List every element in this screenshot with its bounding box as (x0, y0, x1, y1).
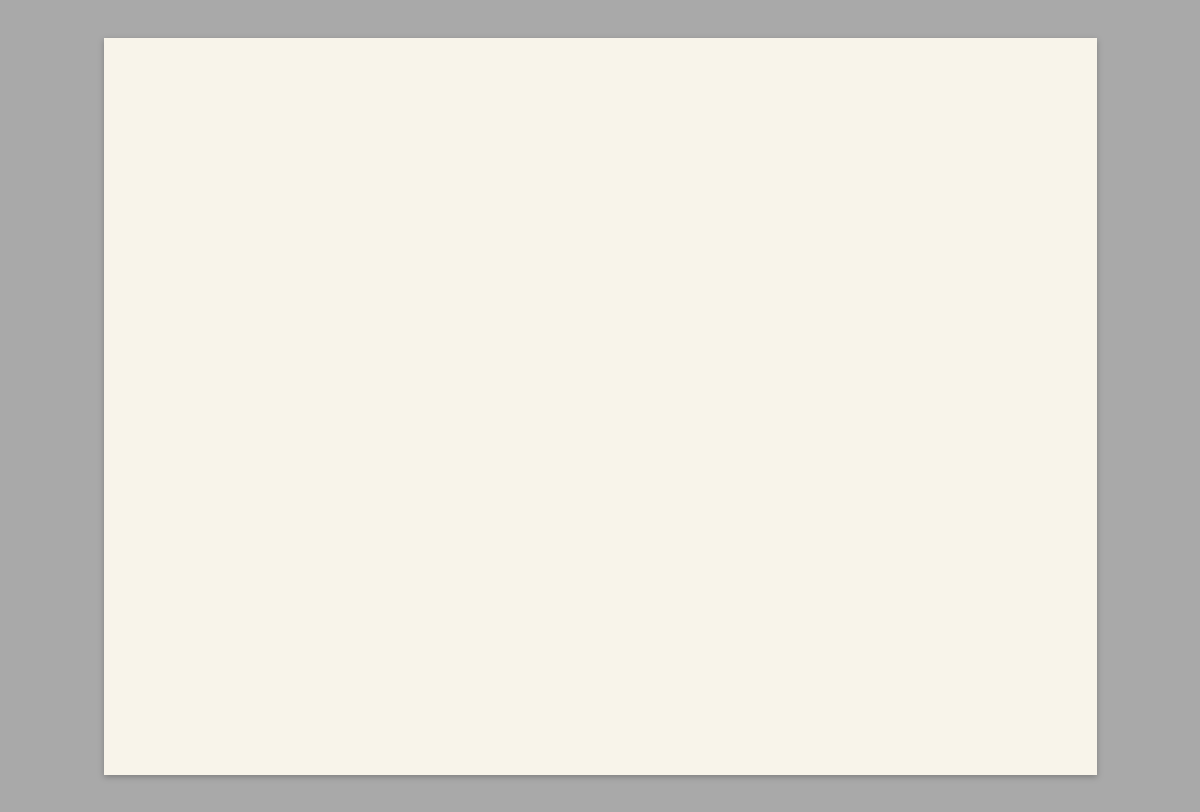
fretwork-border (104, 38, 1097, 84)
menu-sheet (104, 38, 1097, 775)
wave-border (104, 737, 1097, 775)
